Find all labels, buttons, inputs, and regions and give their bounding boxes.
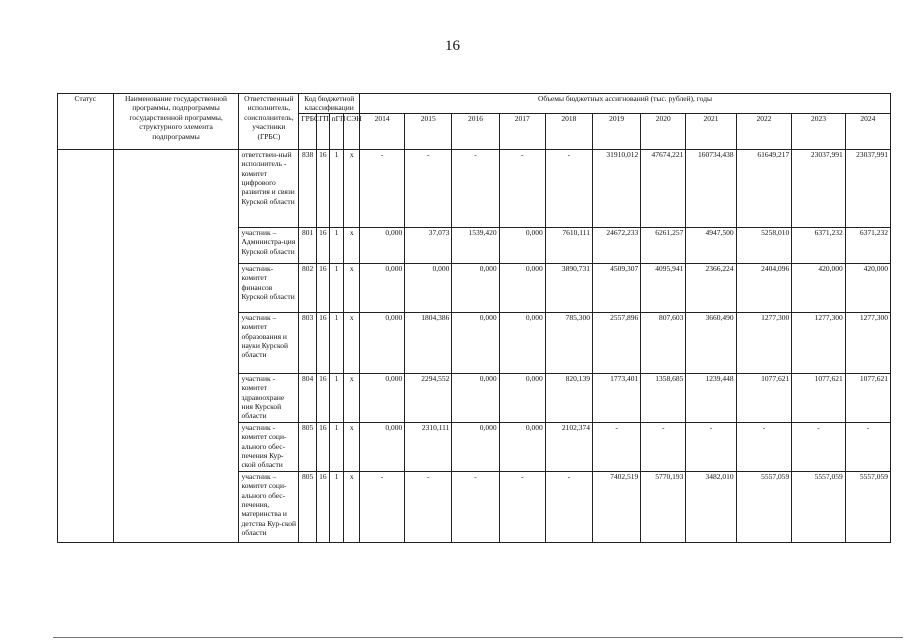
value-cell: 5557,059 <box>792 471 846 542</box>
gp-cell: 16 <box>317 373 330 422</box>
value-cell: 1239,448 <box>686 373 736 422</box>
value-cell: 4095,941 <box>641 263 686 312</box>
grbs-cell: 805 <box>299 471 317 542</box>
name-cell <box>113 149 239 542</box>
value-cell: 807,603 <box>641 312 686 373</box>
pgp-cell: 1 <box>329 227 344 263</box>
sen-cell: х <box>344 373 360 422</box>
gp-cell: 16 <box>317 227 330 263</box>
pgp-cell: 1 <box>329 373 344 422</box>
header-status: Статус <box>58 94 114 150</box>
grbs-cell: 802 <box>299 263 317 312</box>
value-cell: 5557,059 <box>845 471 890 542</box>
value-cell: 61649,217 <box>736 149 792 227</box>
value-cell: 820,139 <box>545 373 592 422</box>
value-cell: 1277,300 <box>736 312 792 373</box>
executor-cell: участник – комитет образования и науки Курской области <box>239 312 299 373</box>
pgp-cell: 1 <box>329 312 344 373</box>
value-cell: - <box>641 422 686 471</box>
header-year: 2017 <box>499 113 545 149</box>
value-cell: 0,000 <box>452 312 499 373</box>
value-cell: - <box>592 422 640 471</box>
value-cell: 1277,300 <box>792 312 846 373</box>
sen-cell: х <box>344 422 360 471</box>
value-cell: 1277,300 <box>845 312 890 373</box>
header-year: 2022 <box>736 113 792 149</box>
value-cell: 1539,420 <box>452 227 499 263</box>
value-cell: 6261,257 <box>641 227 686 263</box>
value-cell: 1077,621 <box>845 373 890 422</box>
value-cell: 7402,519 <box>592 471 640 542</box>
value-cell: - <box>499 471 545 542</box>
header-gp: ГП <box>317 113 330 149</box>
header-name: Наименование государственной программы, подпрограммы государственной программы, структурного элемента подпрограммы <box>113 94 239 150</box>
value-cell: 6371,232 <box>845 227 890 263</box>
value-cell: 2557,896 <box>592 312 640 373</box>
value-cell: - <box>792 422 846 471</box>
status-cell <box>58 149 114 542</box>
gp-cell: 16 <box>317 149 330 227</box>
value-cell: 0,000 <box>360 227 405 263</box>
gp-cell: 16 <box>317 312 330 373</box>
value-cell: 2366,224 <box>686 263 736 312</box>
value-cell: 3482,010 <box>686 471 736 542</box>
pgp-cell: 1 <box>329 263 344 312</box>
header-year: 2024 <box>845 113 890 149</box>
value-cell: 5557,059 <box>736 471 792 542</box>
header-year: 2019 <box>592 113 640 149</box>
value-cell: 5770,193 <box>641 471 686 542</box>
value-cell: 5258,010 <box>736 227 792 263</box>
value-cell: 1804,386 <box>405 312 452 373</box>
value-cell: 420,000 <box>792 263 846 312</box>
grbs-cell: 805 <box>299 422 317 471</box>
value-cell: - <box>686 422 736 471</box>
value-cell: 31910,012 <box>592 149 640 227</box>
executor-cell: участник-комитет финансов Курской области <box>239 263 299 312</box>
grbs-cell: 804 <box>299 373 317 422</box>
value-cell: 2294,552 <box>405 373 452 422</box>
value-cell: - <box>452 149 499 227</box>
value-cell: 0,000 <box>452 263 499 312</box>
executor-cell: ответствен-ный исполнитель - комитет цифрового развития и связи Курской области <box>239 149 299 227</box>
value-cell: 160734,438 <box>686 149 736 227</box>
value-cell: - <box>405 471 452 542</box>
header-year: 2023 <box>792 113 846 149</box>
gp-cell: 16 <box>317 263 330 312</box>
value-cell: 6371,232 <box>792 227 846 263</box>
header-year: 2018 <box>545 113 592 149</box>
grbs-cell: 801 <box>299 227 317 263</box>
value-cell: 0,000 <box>452 373 499 422</box>
value-cell: 3890,731 <box>545 263 592 312</box>
value-cell: - <box>736 422 792 471</box>
header-pgp: пГП <box>329 113 344 149</box>
header-executor: Ответственный исполнитель, соисполнитель, участники (ГРБС) <box>239 94 299 150</box>
value-cell: 1077,621 <box>736 373 792 422</box>
value-cell: 420,000 <box>845 263 890 312</box>
header-sen: СЭН <box>344 113 360 149</box>
value-cell: 2404,096 <box>736 263 792 312</box>
executor-cell: участник – комитет соци-ального обес-печения, материнства и детства Кур-ской области <box>239 471 299 542</box>
header-volumes: Объемы бюджетных ассигнований (тыс. рублей), годы <box>360 94 891 114</box>
sen-cell: х <box>344 149 360 227</box>
header-year: 2014 <box>360 113 405 149</box>
scan-edge-divider <box>53 637 903 638</box>
value-cell: - <box>360 471 405 542</box>
pgp-cell: 1 <box>329 471 344 542</box>
value-cell: 785,300 <box>545 312 592 373</box>
value-cell: 0,000 <box>499 373 545 422</box>
value-cell: 23037,991 <box>845 149 890 227</box>
value-cell: 2310,111 <box>405 422 452 471</box>
grbs-cell: 803 <box>299 312 317 373</box>
value-cell: 0,000 <box>360 373 405 422</box>
value-cell: 1773,401 <box>592 373 640 422</box>
sen-cell: х <box>344 312 360 373</box>
page-number: 16 <box>445 38 460 54</box>
header-year: 2021 <box>686 113 736 149</box>
value-cell: - <box>405 149 452 227</box>
value-cell: 4509,307 <box>592 263 640 312</box>
grbs-cell: 838 <box>299 149 317 227</box>
value-cell: - <box>499 149 545 227</box>
value-cell: - <box>452 471 499 542</box>
value-cell: 7610,111 <box>545 227 592 263</box>
table-row <box>58 149 891 227</box>
value-cell: 3660,490 <box>686 312 736 373</box>
executor-cell: участник - комитет здравоохране ния Курской области <box>239 373 299 422</box>
value-cell: 23037,991 <box>792 149 846 227</box>
executor-cell: участник – Администра-ция Курской области <box>239 227 299 263</box>
header-grbs: ГРБС <box>299 113 317 149</box>
pgp-cell: 1 <box>329 149 344 227</box>
header-year: 2015 <box>405 113 452 149</box>
value-cell: 0,000 <box>360 263 405 312</box>
value-cell: - <box>845 422 890 471</box>
value-cell: 0,000 <box>405 263 452 312</box>
value-cell: - <box>545 149 592 227</box>
value-cell: 0,000 <box>499 312 545 373</box>
sen-cell: х <box>344 263 360 312</box>
value-cell: 0,000 <box>360 422 405 471</box>
executor-cell: участник - комитет соци-ального обес-печения Кур-ской области <box>239 422 299 471</box>
value-cell: 24672,233 <box>592 227 640 263</box>
value-cell: 47674,221 <box>641 149 686 227</box>
value-cell: 0,000 <box>499 263 545 312</box>
gp-cell: 16 <box>317 422 330 471</box>
value-cell: 0,000 <box>360 312 405 373</box>
value-cell: 1077,621 <box>792 373 846 422</box>
sen-cell: х <box>344 471 360 542</box>
budget-table <box>57 93 891 543</box>
value-cell: 0,000 <box>499 422 545 471</box>
header-budget-code: Код бюджетной классификации <box>299 94 360 114</box>
value-cell: 0,000 <box>452 422 499 471</box>
value-cell: 2102,374 <box>545 422 592 471</box>
header-year: 2016 <box>452 113 499 149</box>
gp-cell: 16 <box>317 471 330 542</box>
sen-cell: х <box>344 227 360 263</box>
value-cell: - <box>360 149 405 227</box>
pgp-cell: 1 <box>329 422 344 471</box>
value-cell: 4947,500 <box>686 227 736 263</box>
header-year: 2020 <box>641 113 686 149</box>
value-cell: 1358,685 <box>641 373 686 422</box>
value-cell: - <box>545 471 592 542</box>
value-cell: 0,000 <box>499 227 545 263</box>
value-cell: 37,073 <box>405 227 452 263</box>
